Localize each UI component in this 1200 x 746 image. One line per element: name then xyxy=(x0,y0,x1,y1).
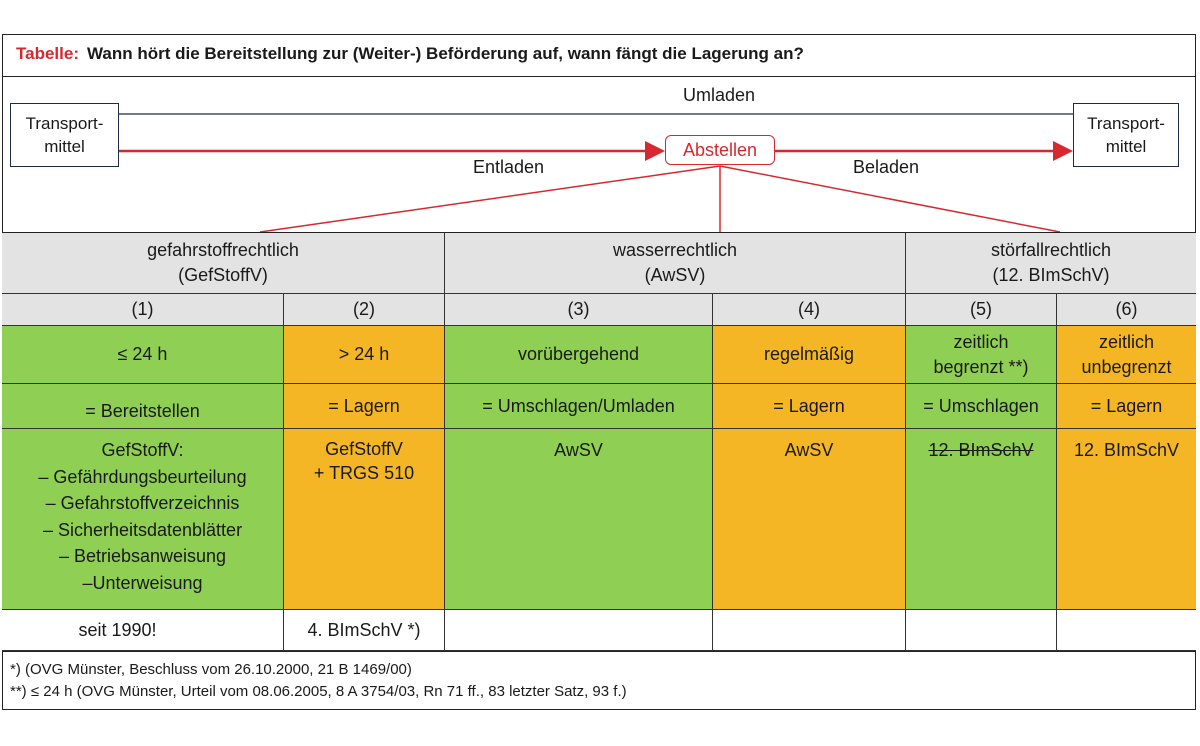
note-cell xyxy=(713,610,906,651)
column-number: (1) xyxy=(2,294,284,326)
rule-item: GefStoffV: xyxy=(101,440,184,460)
condition-cell xyxy=(906,326,1057,384)
rules-cell xyxy=(713,429,906,610)
transport-box-right-label: Transport- mittel xyxy=(1087,114,1165,156)
entladen-arrowhead xyxy=(645,141,665,161)
caption-title: Wann hört die Bereitstellung zur (Weiter-) Beförderung auf, wann fängt die Lagerung an? xyxy=(86,44,804,63)
flow-lines xyxy=(119,114,1073,232)
group-title: gefahrstoffrechtlich (GefStoffV) xyxy=(147,240,299,285)
meaning-cell: = Lagern xyxy=(713,384,906,429)
rule-item: 12. BImSchV xyxy=(1073,440,1180,460)
transport-box-left xyxy=(10,103,119,167)
rules-cell xyxy=(284,429,445,610)
footnote: *) (OVG Münster, Beschluss vom 26.10.2000, 21 B 1469/00) xyxy=(10,661,412,678)
beladen-arrowhead xyxy=(1053,141,1073,161)
group-title: wasserrechtlich (AwSV) xyxy=(612,240,738,285)
rules-cell xyxy=(1057,429,1196,610)
abstellen-box xyxy=(665,135,775,165)
note-cell: seit 1990! xyxy=(2,610,284,651)
transport-box-left-label: Transport- mittel xyxy=(25,114,104,156)
meaning-cell: = Bereitstellen xyxy=(2,384,284,429)
column-number: (6) xyxy=(1057,294,1196,326)
beladen-label: Beladen xyxy=(853,157,920,177)
meaning-cell: = Umschlagen/Umladen xyxy=(445,384,713,429)
umladen-label: Umladen xyxy=(683,85,756,105)
rule-item: + TRGS 510 xyxy=(313,463,415,483)
transport-box-right xyxy=(1073,103,1179,167)
rule-item: GefStoffV xyxy=(325,439,403,459)
condition-text: zeitlich begrenzt **) xyxy=(933,331,1029,377)
footnote: **) ≤ 24 h (OVG Münster, Urteil vom 08.06.2005, 8 A 3754/03, Rn 71 ff., 83 letzter Satz, 93 f.) xyxy=(10,683,627,700)
note-cell xyxy=(445,610,713,651)
rule-item: – Betriebsanweisung xyxy=(58,546,227,566)
caption-label: Tabelle: xyxy=(16,44,79,63)
rule-item: AwSV xyxy=(554,440,603,460)
condition-text: zeitlich unbegrenzt xyxy=(1081,331,1172,377)
condition-cell: regelmäßig xyxy=(713,326,906,384)
rules-cell xyxy=(906,429,1057,610)
note-cell xyxy=(1057,610,1196,651)
rule-item: – Gefahrstoffverzeichnis xyxy=(45,493,240,513)
column-number: (2) xyxy=(284,294,445,326)
rule-item: –Unterweisung xyxy=(82,572,203,593)
condition-cell: ≤ 24 h xyxy=(2,326,284,384)
note-cell: 4. BImSchV *) xyxy=(284,610,445,651)
rules-cell xyxy=(445,429,713,610)
footnote-divider xyxy=(2,651,1196,652)
rule-item: – Sicherheitsdatenblätter xyxy=(42,519,243,540)
meaning-cell: = Lagern xyxy=(284,384,445,429)
abstellen-label: Abstellen xyxy=(682,139,758,160)
rule-item-struck: 12. BImSchV xyxy=(928,440,1034,460)
rule-item: AwSV xyxy=(784,440,834,460)
meaning-cell: = Lagern xyxy=(1057,384,1196,429)
note-cell xyxy=(906,610,1057,651)
entladen-label: Entladen xyxy=(473,157,545,177)
condition-cell xyxy=(1057,326,1196,384)
group-header-gefahrstoff xyxy=(2,233,445,294)
condition-cell: > 24 h xyxy=(284,326,445,384)
column-number: (5) xyxy=(906,294,1057,326)
meaning-cell: = Umschlagen xyxy=(906,384,1057,429)
column-number: (4) xyxy=(713,294,906,326)
rules-cell xyxy=(2,429,284,610)
condition-cell: vorübergehend xyxy=(445,326,713,384)
group-header-wasser xyxy=(445,233,906,294)
group-title: störfallrechtlich (12. BImSchV) xyxy=(990,240,1112,285)
rule-item: – Gefährdungsbeurteilung xyxy=(38,466,247,487)
column-number: (3) xyxy=(445,294,713,326)
group-header-stoerfall xyxy=(906,233,1196,294)
